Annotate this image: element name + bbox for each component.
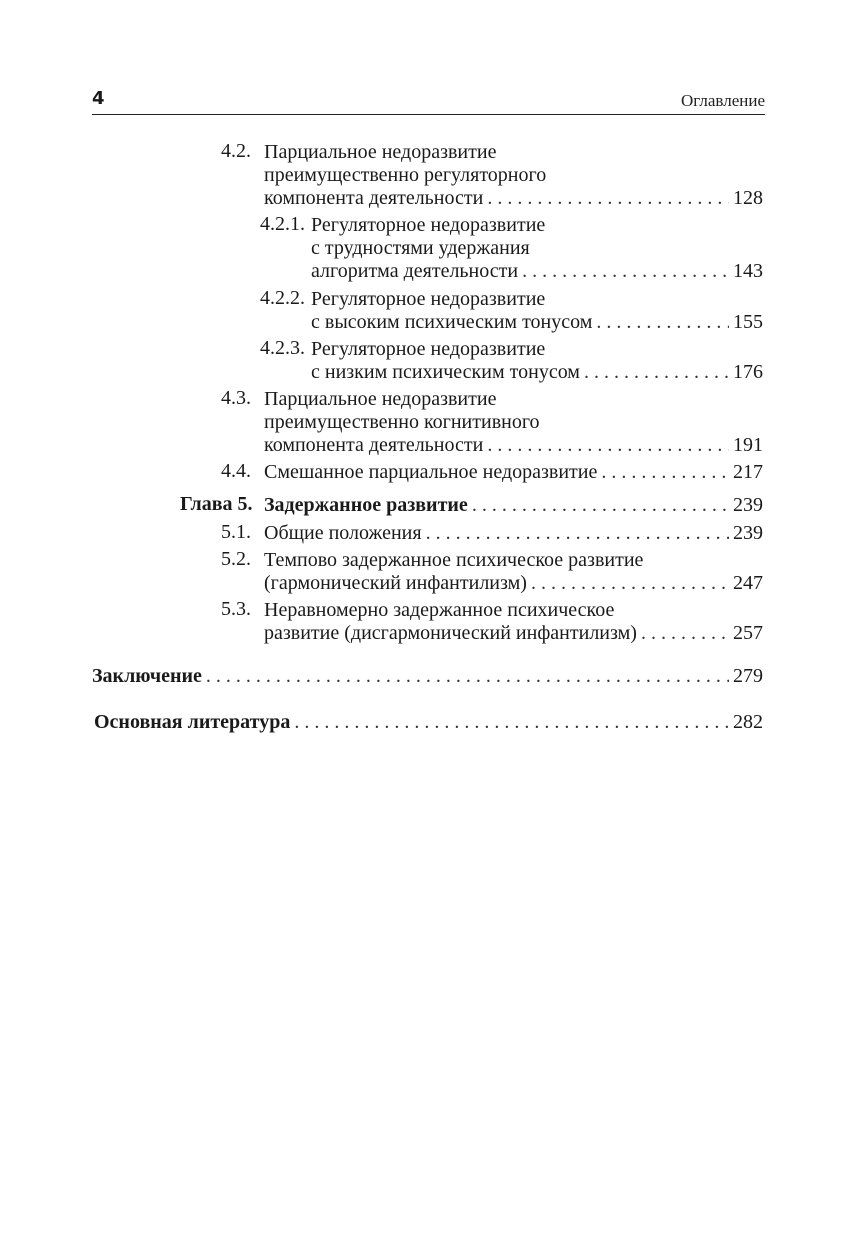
dot-leader: [294, 710, 729, 734]
toc-page-number: 247: [733, 572, 763, 594]
toc-title-line: компонента деятельности: [264, 187, 484, 209]
toc-leader-line: [94, 710, 763, 734]
dot-leader: [206, 664, 729, 688]
toc-number: 5.1.: [221, 521, 251, 543]
toc-title-line: Общие положения: [264, 522, 422, 544]
running-title: Оглавление: [681, 91, 765, 110]
toc-page-number: 128: [733, 187, 763, 209]
toc-page-number: 143: [733, 260, 763, 282]
toc-leader-line: [311, 310, 763, 334]
toc-title-line: Неравномерно задержанное психическое: [264, 599, 615, 621]
toc-number: 4.2.1.: [260, 213, 305, 235]
dot-leader: [641, 621, 729, 645]
toc-title-line: развитие (дисгармонический инфантилизм): [264, 622, 637, 644]
toc-title-line: с высоким психическим тонусом: [311, 311, 593, 333]
toc-title-line: (гармонический инфантилизм): [264, 572, 527, 594]
dot-leader: [531, 571, 729, 595]
toc-number: 4.2.3.: [260, 337, 305, 359]
toc-page-number: 217: [733, 461, 763, 483]
toc-title-line: преимущественно регуляторного: [264, 164, 547, 186]
toc-number: 4.2.: [221, 140, 251, 162]
toc-page-number: 257: [733, 622, 763, 644]
toc-chapter-number: Глава 5.: [180, 493, 253, 515]
toc-title-line: Темпово задержанное психическое развитие: [264, 549, 644, 571]
toc-number: 4.3.: [221, 387, 251, 409]
toc-title-line: компонента деятельности: [264, 434, 484, 456]
dot-leader: [487, 186, 729, 210]
toc-title-line: Регуляторное недоразвитие: [311, 214, 546, 236]
toc-page-number: 191: [733, 434, 763, 456]
toc-page-number: 155: [733, 311, 763, 333]
toc-leader-line: [264, 621, 763, 645]
dot-leader: [584, 360, 729, 384]
toc-title-line: с низким психическим тонусом: [311, 361, 580, 383]
toc-title-line: Смешанное парциальное недоразвитие: [264, 461, 598, 483]
toc-title-line: Парциальное недоразвитие: [264, 388, 497, 410]
toc-title-line: Регуляторное недоразвитие: [311, 338, 546, 360]
toc-title-line: Парциальное недоразвитие: [264, 141, 497, 163]
toc-chapter-title: Заключение: [92, 665, 202, 687]
toc-page-number: 239: [733, 522, 763, 544]
toc-leader-line: [264, 493, 763, 517]
dot-leader: [472, 493, 729, 517]
toc-leader-line: [264, 186, 763, 210]
toc-title-line: алгоритма деятельности: [311, 260, 519, 282]
toc-leader-line: [264, 433, 763, 457]
toc-number: 4.2.2.: [260, 287, 305, 309]
dot-leader: [601, 460, 729, 484]
toc-number: 4.4.: [221, 460, 251, 482]
toc-leader-line: [264, 460, 763, 484]
toc-title-line: Регуляторное недоразвитие: [311, 288, 546, 310]
toc-number: 5.3.: [221, 598, 251, 620]
toc-chapter-title: Задержанное развитие: [264, 494, 468, 516]
toc-leader-line: [311, 259, 763, 283]
toc-leader-line: [311, 360, 763, 384]
toc-chapter-title: Основная литература: [94, 711, 291, 733]
toc-number: 5.2.: [221, 548, 251, 570]
page-number: 4: [92, 88, 105, 109]
toc-leader-line: [92, 664, 763, 688]
dot-leader: [426, 521, 729, 545]
dot-leader: [487, 433, 729, 457]
toc-title-line: с трудностями удержания: [311, 237, 530, 259]
toc-leader-line: [264, 571, 763, 595]
toc-page-number: 279: [733, 665, 763, 687]
toc-page-number: 176: [733, 361, 763, 383]
toc-title-line: преимущественно когнитивного: [264, 411, 540, 433]
dot-leader: [596, 310, 729, 334]
dot-leader: [522, 259, 729, 283]
toc-page-number: 282: [733, 711, 763, 733]
toc-page-number: 239: [733, 494, 763, 516]
toc-leader-line: [264, 521, 763, 545]
